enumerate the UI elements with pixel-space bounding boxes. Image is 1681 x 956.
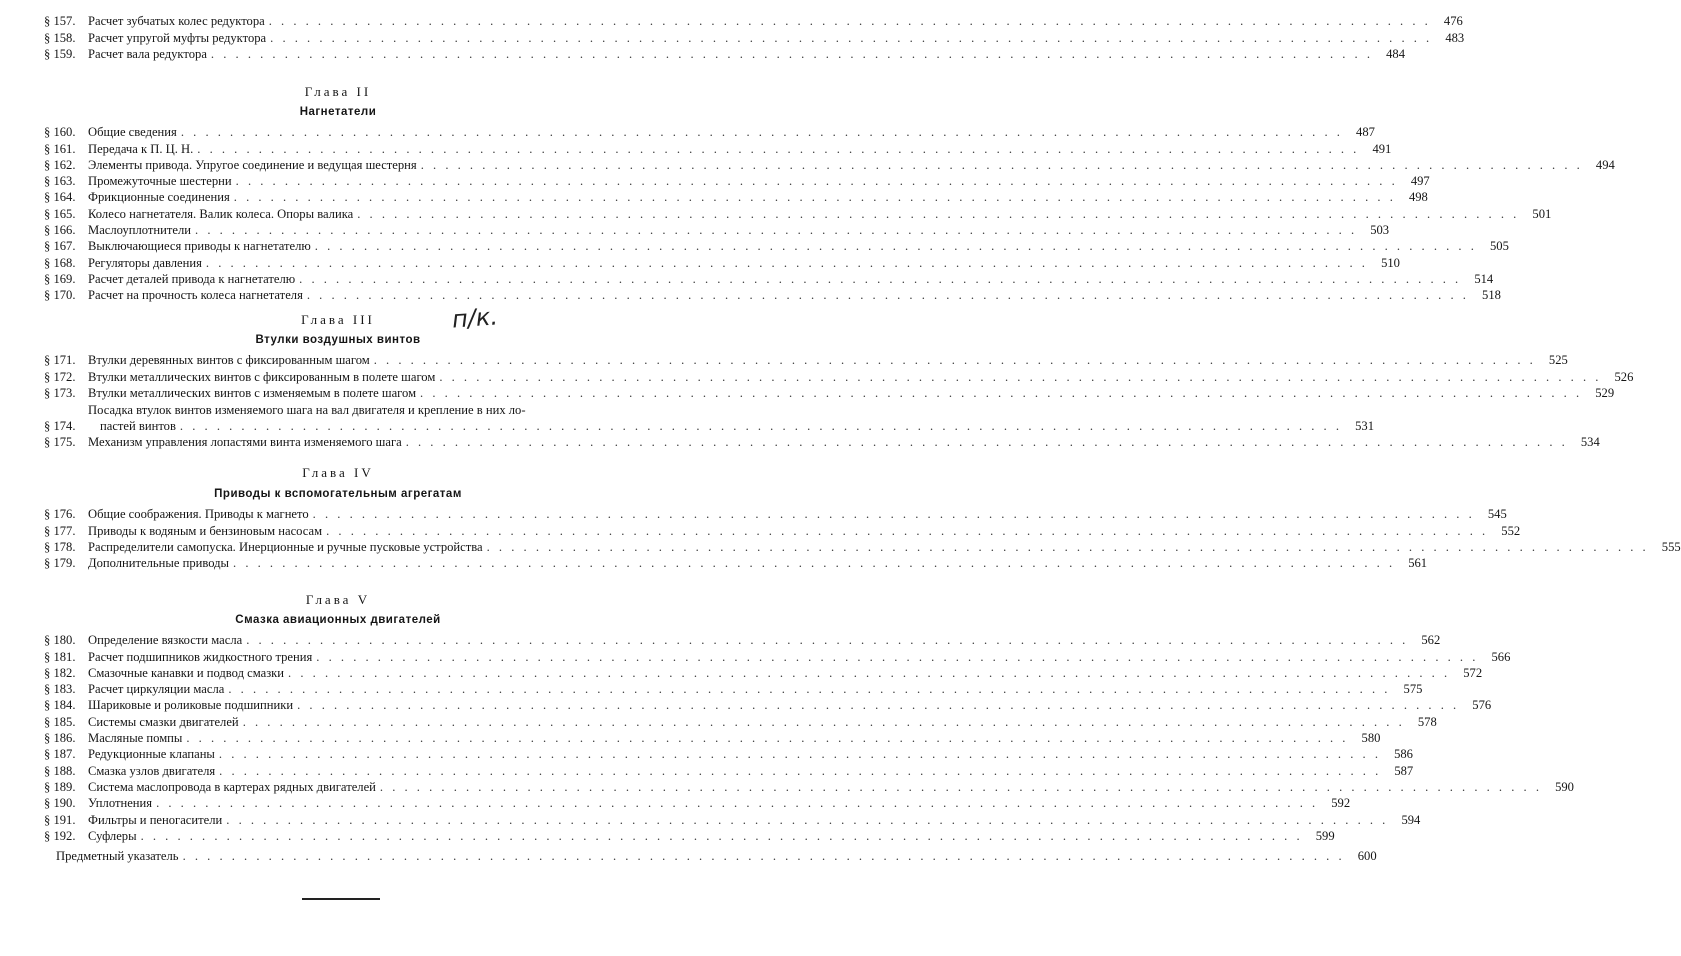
page-number: 599 xyxy=(1315,828,1335,843)
section-number: § 173. xyxy=(44,385,76,400)
entry-title: Дополнительные приводы xyxy=(88,556,230,571)
page-number: 476 xyxy=(1443,14,1463,29)
page-number: 526 xyxy=(1614,369,1634,384)
dot-leader xyxy=(326,523,1488,539)
dot-leader xyxy=(313,506,1475,522)
page-number: 592 xyxy=(1331,796,1351,811)
dot-leader xyxy=(228,681,1390,697)
dot-leader xyxy=(197,141,1359,157)
section-number: § 192. xyxy=(44,828,76,843)
toc-entry[interactable] xyxy=(44,681,1423,697)
toc-index xyxy=(56,848,1377,864)
dot-leader xyxy=(186,730,1348,746)
page-number: 518 xyxy=(1482,288,1501,303)
entry-title-line1: Посадка втулок винтов изменяемого шага на вал двигателя и крепление в них ло- xyxy=(88,402,526,417)
chapter-3-heading: Глава III xyxy=(301,312,375,327)
entry-title: Масляные помпы xyxy=(88,731,183,746)
toc-entry[interactable] xyxy=(44,713,1437,729)
page-number: 534 xyxy=(1580,434,1600,449)
section-number: § 160. xyxy=(44,125,76,140)
toc-entry[interactable] xyxy=(44,13,1463,29)
dot-leader xyxy=(288,665,1450,681)
toc-group-ch3-list xyxy=(44,352,1634,401)
toc-entry[interactable] xyxy=(44,697,1492,713)
dot-leader xyxy=(316,649,1478,665)
entry-title: Предметный указатель xyxy=(56,849,179,864)
toc-entry[interactable] xyxy=(44,795,1351,811)
page-number: 484 xyxy=(1386,46,1405,61)
dot-leader xyxy=(211,46,1373,62)
dot-leader xyxy=(269,13,1431,29)
dot-leader xyxy=(141,828,1303,844)
page-number: 555 xyxy=(1661,539,1681,554)
entry-title: Расчет упругой муфты редуктора xyxy=(88,30,267,45)
chapter-5-heading: Глава V xyxy=(305,592,371,607)
entry-title: Расчет вала редуктора xyxy=(88,46,207,61)
dot-leader xyxy=(487,539,1649,555)
page-number: 531 xyxy=(1355,418,1374,433)
section-number: § 188. xyxy=(44,763,76,778)
entry-title: Фильтры и пеногасители xyxy=(88,812,223,827)
section-number: § 179. xyxy=(44,556,76,571)
dot-leader xyxy=(234,189,1396,205)
handwritten-note: п/к. xyxy=(451,302,499,334)
section-number: § 163. xyxy=(44,174,76,189)
dot-leader xyxy=(246,632,1408,648)
page-number: 578 xyxy=(1417,714,1437,729)
toc-group-ch2 xyxy=(44,124,1615,303)
dot-leader xyxy=(180,418,1342,434)
page-number: 503 xyxy=(1370,223,1390,238)
entry-title: Фрикционные соединения xyxy=(88,190,230,205)
entry-title: Общие сведения xyxy=(88,125,177,140)
section-number: § 164. xyxy=(44,190,76,205)
dot-leader xyxy=(299,271,1461,287)
toc-entry[interactable] xyxy=(44,140,1392,156)
toc-entry[interactable] xyxy=(44,254,1400,270)
page-number: 580 xyxy=(1361,731,1381,746)
toc-entry[interactable] xyxy=(44,124,1375,140)
section-number: § 187. xyxy=(44,747,76,762)
page-number: 505 xyxy=(1489,239,1509,254)
entry-title: Уплотнения xyxy=(88,796,153,811)
dot-leader xyxy=(420,385,1582,401)
page-number: 561 xyxy=(1408,556,1428,571)
toc-entry[interactable] xyxy=(44,205,1552,221)
toc-entry[interactable] xyxy=(44,746,1413,762)
dot-leader xyxy=(219,763,1381,779)
toc-entry[interactable] xyxy=(44,238,1509,254)
toc-entry[interactable] xyxy=(44,665,1483,681)
entry-title: Шариковые и роликовые подшипники xyxy=(88,698,294,713)
entry-title: Маслоуплотнители xyxy=(88,223,192,238)
dot-leader xyxy=(421,157,1583,173)
section-number: § 166. xyxy=(44,223,76,238)
entry-title: Втулки металлических винтов с изменяемым в полете шагом xyxy=(88,385,417,400)
dot-leader xyxy=(439,369,1601,385)
toc-entry[interactable] xyxy=(44,189,1428,205)
page-number: 575 xyxy=(1403,682,1423,697)
page-number: 587 xyxy=(1394,763,1414,778)
entry-title: Смазка узлов двигателя xyxy=(88,763,216,778)
section-number: § 161. xyxy=(44,141,76,156)
page-number: 494 xyxy=(1595,157,1615,172)
section-number: § 165. xyxy=(44,206,76,221)
toc-entry[interactable] xyxy=(44,368,1634,384)
dot-leader xyxy=(315,238,1477,254)
section-number: § 178. xyxy=(44,539,76,554)
section-number: § 159. xyxy=(44,46,76,61)
entry-title: Передача к П. Ц. Н. xyxy=(88,141,194,156)
chapter-2-heading: Глава II xyxy=(304,84,372,99)
toc-entry[interactable] xyxy=(44,555,1428,571)
page-number: 572 xyxy=(1463,665,1483,680)
entry-title: Выключающиеся приводы к нагнетателю xyxy=(88,239,311,254)
toc-group-ch3-rest xyxy=(44,401,1600,450)
toc-entry-175[interactable] xyxy=(44,434,1600,450)
section-number: § 175. xyxy=(44,434,76,449)
toc-entry[interactable] xyxy=(44,46,1405,62)
dot-leader xyxy=(181,124,1343,140)
toc-group-ch5 xyxy=(44,632,1574,844)
toc-entry[interactable] xyxy=(44,287,1501,303)
section-number: § 185. xyxy=(44,714,76,729)
section-number: § 190. xyxy=(44,796,76,811)
toc-entry[interactable] xyxy=(44,522,1521,538)
section-number: § 157. xyxy=(44,14,76,29)
toc-entry[interactable] xyxy=(44,173,1430,189)
entry-title: Колесо нагнетателя. Валик колеса. Опоры валика xyxy=(88,206,354,221)
page-number: 529 xyxy=(1595,385,1615,400)
entry-title-line2: пастей винтов xyxy=(100,418,176,433)
section-number: § 172. xyxy=(44,369,76,384)
toc-entry[interactable] xyxy=(44,762,1414,778)
dot-leader xyxy=(183,848,1345,864)
page-number: 525 xyxy=(1548,353,1568,368)
chapter-5-title: Смазка авиационных двигателей xyxy=(235,614,441,626)
entry-title: Редукционные клапаны xyxy=(88,747,215,762)
toc-entry[interactable] xyxy=(44,385,1615,401)
section-number: § 177. xyxy=(44,523,76,538)
chapter-2-title: Нагнетатели xyxy=(299,106,377,118)
dot-leader xyxy=(380,779,1542,795)
entry-title: Регуляторы давления xyxy=(88,255,202,270)
chapter-3-title: Втулки воздушных винтов xyxy=(255,334,421,346)
page-number: 594 xyxy=(1401,812,1421,827)
dot-leader xyxy=(233,555,1395,571)
toc-entry[interactable] xyxy=(44,811,1421,827)
dot-leader xyxy=(270,30,1432,46)
section-number: § 181. xyxy=(44,649,76,664)
toc-entry[interactable] xyxy=(44,222,1390,238)
page-number: 491 xyxy=(1372,141,1392,156)
page-number: 510 xyxy=(1381,255,1400,270)
page-number: 498 xyxy=(1408,190,1428,205)
entry-title: Промежуточные шестерни xyxy=(88,174,232,189)
section-number: § 171. xyxy=(44,353,76,368)
section-number: § 184. xyxy=(44,698,76,713)
dot-leader xyxy=(357,206,1519,222)
dot-leader xyxy=(406,434,1568,450)
section-number: § 189. xyxy=(44,779,76,794)
dot-leader xyxy=(374,352,1536,368)
toc-group-ch1-end xyxy=(44,13,1465,62)
section-number: § 169. xyxy=(44,271,76,286)
section-number: § 186. xyxy=(44,731,76,746)
entry-title: Элементы привода. Упругое соединение и ведущая шестерня xyxy=(88,157,417,172)
toc-group-ch4 xyxy=(44,506,1681,571)
section-number: § 191. xyxy=(44,812,76,827)
entry-title: Системы смазки двигателей xyxy=(88,714,239,729)
section-number: § 170. xyxy=(44,288,76,303)
page-number: 600 xyxy=(1357,849,1377,864)
page-number: 483 xyxy=(1445,30,1465,45)
page-number: 586 xyxy=(1394,747,1413,762)
toc-entry[interactable] xyxy=(44,632,1441,648)
toc-entry[interactable] xyxy=(44,539,1681,555)
toc-entry[interactable] xyxy=(44,352,1568,368)
entry-title: Втулки деревянных винтов с фиксированным шагом xyxy=(88,353,370,368)
entry-title: Расчет подшипников жидкостного трения xyxy=(88,649,313,664)
dot-leader xyxy=(243,714,1405,730)
dot-leader xyxy=(307,287,1469,303)
toc-entry-174[interactable] xyxy=(44,401,1374,434)
toc-entry[interactable] xyxy=(44,506,1507,522)
toc-entry[interactable] xyxy=(44,730,1381,746)
entry-title: Расчет деталей привода к нагнетателю xyxy=(88,271,296,286)
page-number: 590 xyxy=(1555,779,1574,794)
end-rule xyxy=(302,898,380,900)
entry-title: Система маслопровода в картерах рядных двигателей xyxy=(88,779,376,794)
section-number: § 174. xyxy=(44,418,76,433)
page-number: 552 xyxy=(1501,523,1521,538)
toc-entry[interactable] xyxy=(44,828,1335,844)
dot-leader xyxy=(297,697,1459,713)
entry-title: Распределители самопуска. Инерционные и ручные пусковые устройства xyxy=(88,539,483,554)
entry-title: Расчет зубчатых колес редуктора xyxy=(88,14,265,29)
chapter-4-heading: Глава IV xyxy=(302,465,374,480)
entry-title: Расчет на прочность колеса нагнетателя xyxy=(88,288,303,303)
page-number: 576 xyxy=(1472,698,1492,713)
entry-title: Приводы к водяным и бензиновым насосам xyxy=(88,523,323,538)
toc-entry[interactable] xyxy=(44,648,1511,664)
page-number: 545 xyxy=(1487,507,1507,522)
page-number: 497 xyxy=(1410,174,1430,189)
toc-entry[interactable] xyxy=(44,779,1574,795)
entry-title: Расчет циркуляции масла xyxy=(88,682,225,697)
entry-title: Смазочные канавки и подвод смазки xyxy=(88,665,285,680)
entry-title: Механизм управления лопастями винта изменяемого шага xyxy=(88,434,402,449)
entry-title: Определение вязкости масла xyxy=(88,633,243,648)
toc-entry-index[interactable] xyxy=(56,848,1377,864)
dot-leader xyxy=(236,173,1398,189)
entry-title: Суфлеры xyxy=(88,828,137,843)
page-number: 566 xyxy=(1491,649,1511,664)
dot-leader xyxy=(195,222,1357,238)
section-number: § 168. xyxy=(44,255,76,270)
page-number: 514 xyxy=(1474,271,1494,286)
toc-entry[interactable] xyxy=(44,271,1494,287)
toc-entry[interactable] xyxy=(44,29,1465,45)
entry-title: Втулки металлических винтов с фиксированным в полете шагом xyxy=(88,369,436,384)
section-number: § 182. xyxy=(44,665,76,680)
section-number: § 180. xyxy=(44,633,76,648)
chapter-4-title: Приводы к вспомогательным агрегатам xyxy=(214,488,462,500)
dot-leader xyxy=(206,255,1368,271)
section-number: § 162. xyxy=(44,157,76,172)
entry-title: Общие соображения. Приводы к магнето xyxy=(88,507,309,522)
section-number: § 167. xyxy=(44,239,76,254)
dot-leader xyxy=(219,746,1381,762)
page-number: 501 xyxy=(1532,206,1552,221)
page-number: 487 xyxy=(1356,125,1375,140)
section-number: § 183. xyxy=(44,682,76,697)
dot-leader xyxy=(226,812,1388,828)
section-number: § 176. xyxy=(44,507,76,522)
dot-leader xyxy=(156,795,1318,811)
page-number: 562 xyxy=(1421,633,1441,648)
toc-entry[interactable] xyxy=(44,157,1615,173)
section-number: § 158. xyxy=(44,30,76,45)
